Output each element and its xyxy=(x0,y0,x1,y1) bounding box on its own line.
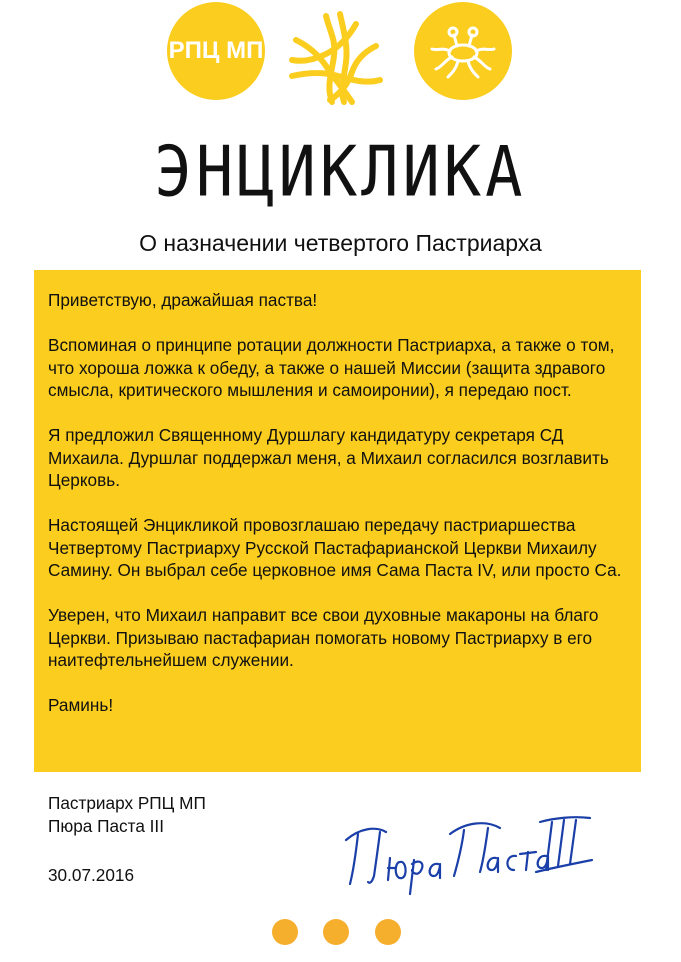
letter-date: 30.07.2016 xyxy=(48,865,135,885)
letter-body xyxy=(48,289,628,739)
signatory-name: Пюра Паста III xyxy=(48,816,164,836)
flying-spaghetti-monster-icon xyxy=(428,21,498,81)
fsm-logo xyxy=(414,2,512,100)
decorative-dot xyxy=(323,919,349,945)
signatory-position: Пастриарх РПЦ МП xyxy=(48,793,206,813)
logo-text: РПЦ МП xyxy=(168,37,264,64)
letter-paragraph: Раминь! xyxy=(48,695,114,715)
page-subtitle: О назначении четвертого Пастриарха xyxy=(139,230,542,256)
letter-paragraph: Я предложил Священному Дуршлагу кандидатуру секретаря СД Михаила. Дуршлаг поддержал меня, а Михаил согласился возглавить Церковь. xyxy=(48,425,609,490)
pasta-emblem-icon xyxy=(286,10,386,106)
decorative-dot xyxy=(272,919,298,945)
handwritten-signature xyxy=(340,806,600,896)
rpc-mp-logo xyxy=(167,2,265,100)
letter-paragraph: Уверен, что Михаил направит все свои духовные макароны на благо Церкви. Призываю пастафариан помогать новому Пастриарху в его наитефтельнейшем служении. xyxy=(48,605,599,670)
page-title: ЭНЦИКЛИКА xyxy=(154,130,527,213)
letter-paragraph: Вспоминая о принципе ротации должности Пастриарха, а также о том, что хороша ложка к обеду, а также о нашей Миссии (защита здравого смысла, критического мышления и самоиронии), я передаю пост. xyxy=(48,335,615,400)
letter-paragraph: Настоящей Энцикликой провозглашаю передачу пастриаршества Четвертому Пастриарху Русской Пастафарианской Церкви Михаилу Самину. Он выбрал себе церковное имя Сама Паста IV, или просто Са. xyxy=(48,515,622,580)
letter-paragraph: Приветствую, дражайшая паства! xyxy=(48,290,318,310)
decorative-dot xyxy=(375,919,401,945)
